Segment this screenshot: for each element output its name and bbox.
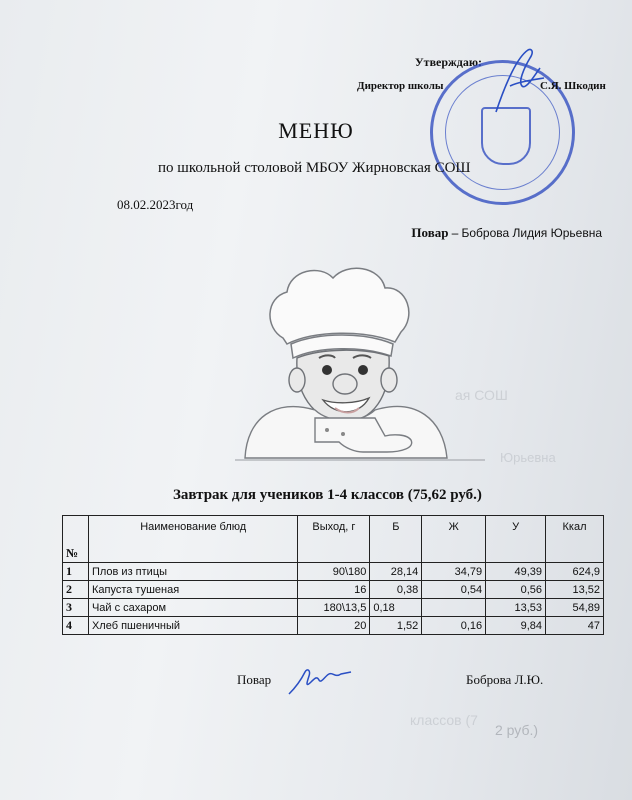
- dish-kcal: 47: [546, 617, 604, 635]
- column-header: Ж: [422, 516, 486, 563]
- dish-carbs: 0,56: [486, 581, 546, 599]
- table-header-row: [63, 516, 604, 563]
- dish-fat: 0,54: [422, 581, 486, 599]
- menu-date: 08.02.2023год: [117, 197, 194, 212]
- dish-name: Капуста тушеная: [88, 581, 297, 599]
- document-subtitle: по школьной столовой МБОУ Жирновская СОШ: [158, 160, 471, 176]
- column-header: №: [63, 516, 89, 563]
- bleed-through-text: классов (7: [410, 712, 478, 728]
- dish-kcal: 13,52: [546, 581, 604, 599]
- meal-title: Завтрак для учеников 1-4 классов (75,62 руб.): [173, 487, 482, 503]
- dish-carbs: 49,39: [486, 563, 546, 581]
- table-row: [63, 581, 604, 599]
- bleed-through-text: ая СОШ: [455, 387, 508, 403]
- footer-cook-label: Повар: [237, 672, 272, 687]
- table-row: [63, 563, 604, 581]
- column-header: Б: [370, 516, 422, 563]
- column-header: У: [486, 516, 546, 563]
- dish-fat: [422, 599, 486, 617]
- director-name: С.Я. Шкодин: [540, 80, 606, 92]
- dish-kcal: 54,89: [546, 599, 604, 617]
- cook-line: [411, 225, 602, 241]
- row-number: 2: [63, 581, 89, 599]
- column-header: Наименование блюд: [88, 516, 297, 563]
- cook-signature: [285, 660, 355, 700]
- dish-fat: 34,79: [422, 563, 486, 581]
- bleed-through-text: 2 руб.): [495, 722, 539, 738]
- cook-name: Боброва Лидия Юрьевна: [461, 226, 602, 240]
- cook-label: Повар –: [411, 225, 462, 240]
- dish-carbs: 9,84: [486, 617, 546, 635]
- footer-cook-name: Боброва Л.Ю.: [466, 672, 544, 687]
- dish-name: Хлеб пшеничный: [88, 617, 297, 635]
- dish-protein: 0,18: [370, 599, 422, 617]
- row-number: 1: [63, 563, 89, 581]
- document-title: МЕНЮ: [278, 118, 354, 143]
- director-position: Директор школы: [357, 80, 444, 92]
- menu-table: [62, 515, 604, 635]
- dish-yield: 20: [298, 617, 370, 635]
- dish-protein: 0,38: [370, 581, 422, 599]
- table-row: [63, 599, 604, 617]
- row-number: 4: [63, 617, 89, 635]
- dish-kcal: 624,9: [546, 563, 604, 581]
- dish-protein: 1,52: [370, 617, 422, 635]
- column-header: Выход, г: [298, 516, 370, 563]
- dish-name: Чай с сахаром: [88, 599, 297, 617]
- row-number: 3: [63, 599, 89, 617]
- dish-yield: 90\180: [298, 563, 370, 581]
- dish-yield: 180\13,5: [298, 599, 370, 617]
- chef-illustration: [235, 258, 485, 463]
- dish-protein: 28,14: [370, 563, 422, 581]
- dish-fat: 0,16: [422, 617, 486, 635]
- table-row: [63, 617, 604, 635]
- director-signature: [488, 42, 548, 117]
- column-header: Ккал: [546, 516, 604, 563]
- approval-label: Утверждаю:: [414, 55, 482, 69]
- dish-name: Плов из птицы: [88, 563, 297, 581]
- bleed-through-text: Юрьевна: [500, 450, 556, 465]
- dish-carbs: 13,53: [486, 599, 546, 617]
- dish-yield: 16: [298, 581, 370, 599]
